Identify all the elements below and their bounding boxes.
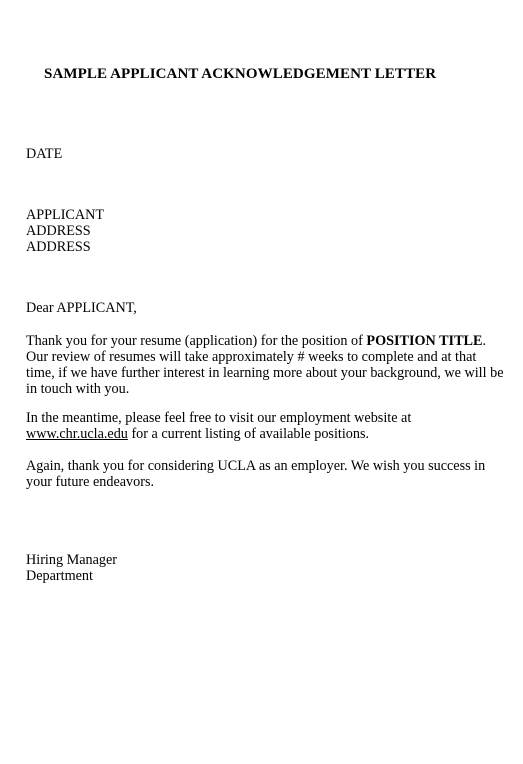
paragraph-3-text: Again, thank you for considering UCLA as an employer. We wish you success in your future endeavors.: [26, 458, 486, 490]
address-line-applicant: APPLICANT: [26, 207, 105, 223]
letter-title: SAMPLE APPLICANT ACKNOWLEDGEMENT LETTER: [44, 66, 437, 82]
paragraph-1-text-end: . Our review of resumes will take approximately # weeks to complete and at that time, if we have further interest in learning more about your background, we will be in touch with you.: [26, 333, 504, 397]
signature-department: Department: [26, 568, 93, 584]
address-line-2: ADDRESS: [26, 239, 91, 255]
salutation: [26, 300, 504, 316]
date-text: DATE: [26, 146, 63, 162]
paragraph-2: [26, 410, 504, 442]
paragraph-2-text-end: for a current listing of available positions.: [127, 426, 370, 442]
paragraph-3: [26, 458, 504, 490]
date-line: [26, 146, 504, 162]
signature-name: Hiring Manager: [26, 552, 118, 568]
salutation-text: Dear APPLICANT,: [26, 300, 137, 316]
employment-website-link[interactable]: www.chr.ucla.edu: [26, 426, 128, 442]
address-line-1: ADDRESS: [26, 223, 91, 239]
paragraph-2-text-start: In the meantime, please feel free to visit our employment website at: [26, 410, 412, 426]
position-title: POSITION TITLE: [366, 333, 483, 349]
signature-block: [26, 552, 504, 584]
recipient-address: [26, 207, 504, 255]
paragraph-1-text-start: Thank you for your resume (application) for the position of: [26, 333, 367, 349]
paragraph-1: [26, 333, 504, 397]
